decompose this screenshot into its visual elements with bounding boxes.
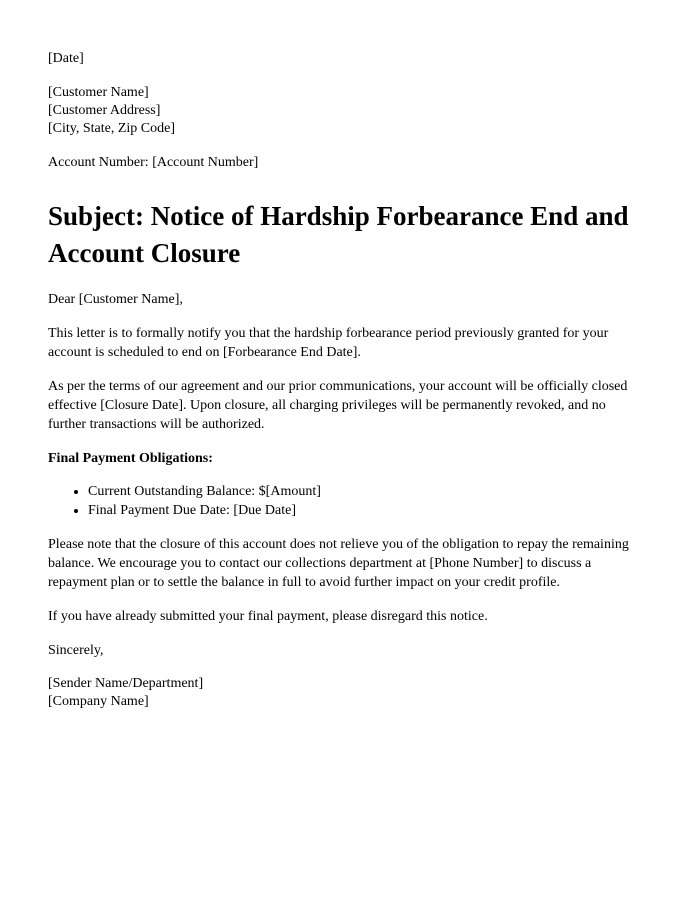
salutation: Dear [Customer Name], [48,292,183,307]
date-placeholder: [Date] [48,51,84,66]
list-item-outstanding-balance: • Current Outstanding Balance: $[Amount] [88,482,648,501]
sender-company: [Company Name] [48,694,149,709]
subject-heading: Subject: Notice of Hardship Forbearance End and Account Closure [48,201,629,268]
sender-name-department: [Sender Name/Department] [48,676,204,691]
obligations-heading: Final Payment Obligations: [48,451,213,466]
paragraph-forbearance-end: This letter is to formally notify you that the hardship forbearance period previously granted for your account is scheduled to end on [Forbearance End Date]. [48,326,609,360]
signature-block [48,675,648,711]
recipient-name: [Customer Name] [48,85,149,100]
recipient-address-block [48,84,648,138]
closing: Sincerely, [48,643,104,658]
list-item-final-due-date: • Final Payment Due Date: [Due Date] [88,501,648,520]
paragraph-closure: As per the terms of our agreement and our prior communications, your account will be officially closed effective [Closure Date]. Upon closure, all charging privileges will be permanently revoked, and no further transactions will be authorized. [48,379,628,432]
paragraph-disregard: If you have already submitted your final payment, please disregard this notice. [48,609,488,624]
paragraph-repayment: Please note that the closure of this account does not relieve you of the obligation to repay the remaining balance. We encourage you to contact our collections department at [Phone Number] to discuss a repayment plan or to settle the balance in full to avoid further impact on your credit profile. [48,537,629,590]
account-number-line: Account Number: [Account Number] [48,155,259,170]
recipient-city-state-zip: [City, State, Zip Code] [48,121,176,136]
obligations-list [48,482,648,520]
recipient-address: [Customer Address] [48,103,161,118]
